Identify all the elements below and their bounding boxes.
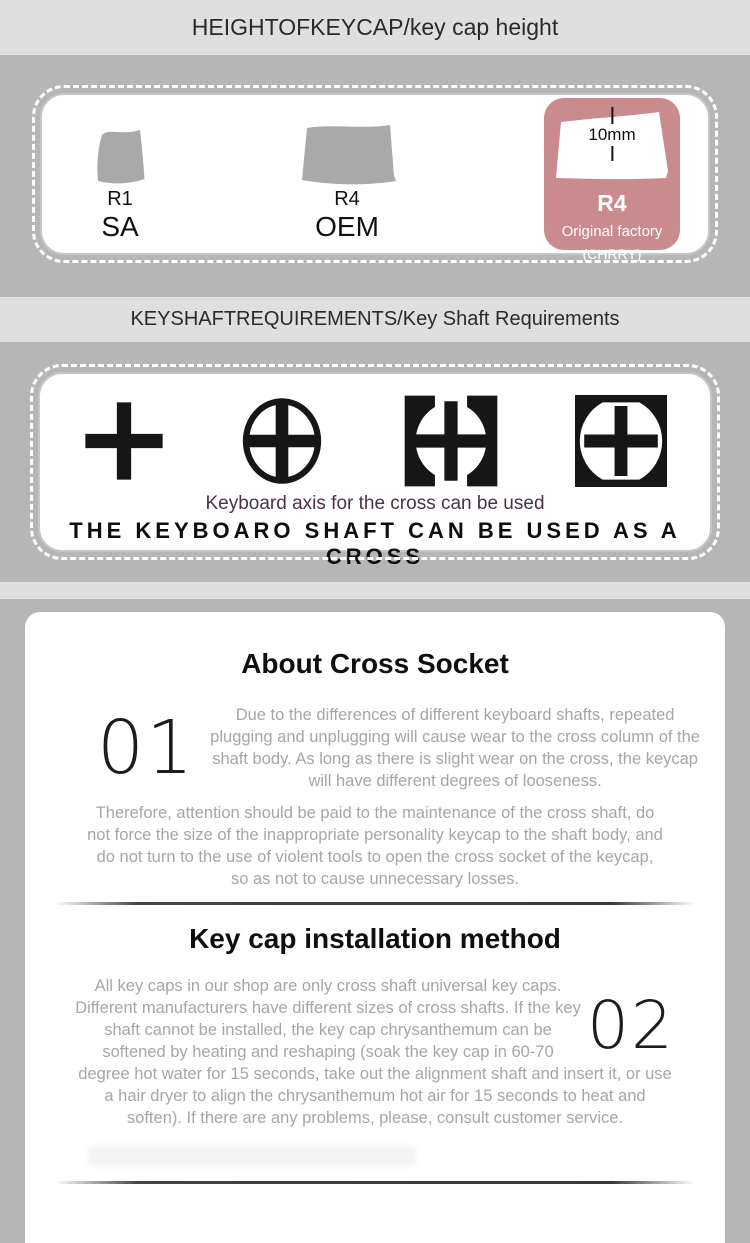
section-01-block bbox=[25, 704, 725, 792]
keycap-oem-icon bbox=[297, 121, 397, 185]
cross-caption: Keyboard axis for the cross can be used bbox=[205, 493, 545, 514]
section-number-01: 01 bbox=[97, 704, 196, 791]
keycap-brand-label: (CHRRY) bbox=[582, 246, 642, 262]
keycap-row-label: R4 bbox=[334, 188, 360, 210]
keycap-row-label: R4 bbox=[597, 190, 627, 216]
section-divider-bottom bbox=[55, 1181, 695, 1184]
info-card bbox=[25, 612, 725, 1243]
keycap-profile-box bbox=[40, 93, 710, 262]
keycap-row-label: R1 bbox=[107, 188, 133, 210]
keycap-original-label: Original factory bbox=[561, 223, 663, 240]
section-02-block bbox=[75, 975, 675, 1129]
section-title-cross-socket: About Cross Socket bbox=[241, 648, 509, 679]
keycap-profile-name: SA bbox=[101, 211, 139, 242]
watermark-smudge bbox=[87, 1145, 417, 1167]
banner-keycap-height-text: HEIGHTOFKEYCAP/key cap height bbox=[191, 14, 559, 40]
measure-value: 10mm bbox=[588, 125, 636, 144]
keycap-profile-original-factory bbox=[544, 98, 680, 262]
keycap-profile-name: OEM bbox=[315, 211, 379, 242]
installation-paragraph: All key caps in our shop are only cross shaft universal key caps. Different manufacturers have different sizes of cross shafts. If the key shaft cannot be installed, the key cap chrysanthemum can be softened by heating and reshaping (soak the key cap in 60-70 degree hot water for 15 seconds, take out the alignment shaft and insert it, or use a hair dryer to align the chrysanthemum hot air for 15 seconds to heat and soften). If there are any problems, please, consult customer service. bbox=[75, 977, 672, 1127]
banner-key-shaft-text: KEYSHAFTREQUIREMENTS/Key Shaft Requirements bbox=[130, 308, 620, 330]
section-number-02: 02 bbox=[587, 987, 675, 1064]
cross-socket-paragraph-1: Due to the differences of different keyboard shafts, repeated plugging and unplugging will cause wear to the cross column of the shaft body. As long as there is slight wear on the cross, the keycap will have different degrees of looseness. bbox=[210, 706, 700, 790]
cross-shaft-box bbox=[38, 372, 712, 569]
keycap-sa-icon bbox=[90, 121, 150, 185]
section-divider bbox=[55, 902, 695, 905]
plus-in-circle-icon bbox=[237, 395, 327, 487]
height-measure bbox=[588, 107, 635, 161]
banner-key-shaft bbox=[0, 297, 750, 342]
measure-line-bottom bbox=[611, 146, 613, 161]
plus-icon bbox=[82, 395, 166, 487]
keycap-original-visual bbox=[553, 107, 671, 187]
banner-keycap-height bbox=[0, 0, 750, 55]
cross-socket-paragraph-2: Therefore, attention should be paid to the maintenance of the cross shaft, do not force the size of the inappropriate personality keycap to the shaft body, and do not turn to the use of violent tools to open the cross socket of the keycap, so as not to cause unnecessary losses. bbox=[87, 804, 663, 888]
plus-in-brackets-icon bbox=[399, 393, 503, 489]
measure-line-top bbox=[611, 107, 613, 124]
cross-icons-row bbox=[40, 394, 710, 488]
section-title-installation: Key cap installation method bbox=[189, 923, 561, 954]
keycap-profile-oem bbox=[297, 121, 397, 243]
plus-in-square-icon bbox=[574, 395, 668, 487]
cross-subcaption: THE KEYBOARO SHAFT CAN BE USED AS A CROSS bbox=[69, 518, 681, 569]
keycap-profile-sa bbox=[90, 121, 150, 243]
empty-band bbox=[0, 582, 750, 599]
